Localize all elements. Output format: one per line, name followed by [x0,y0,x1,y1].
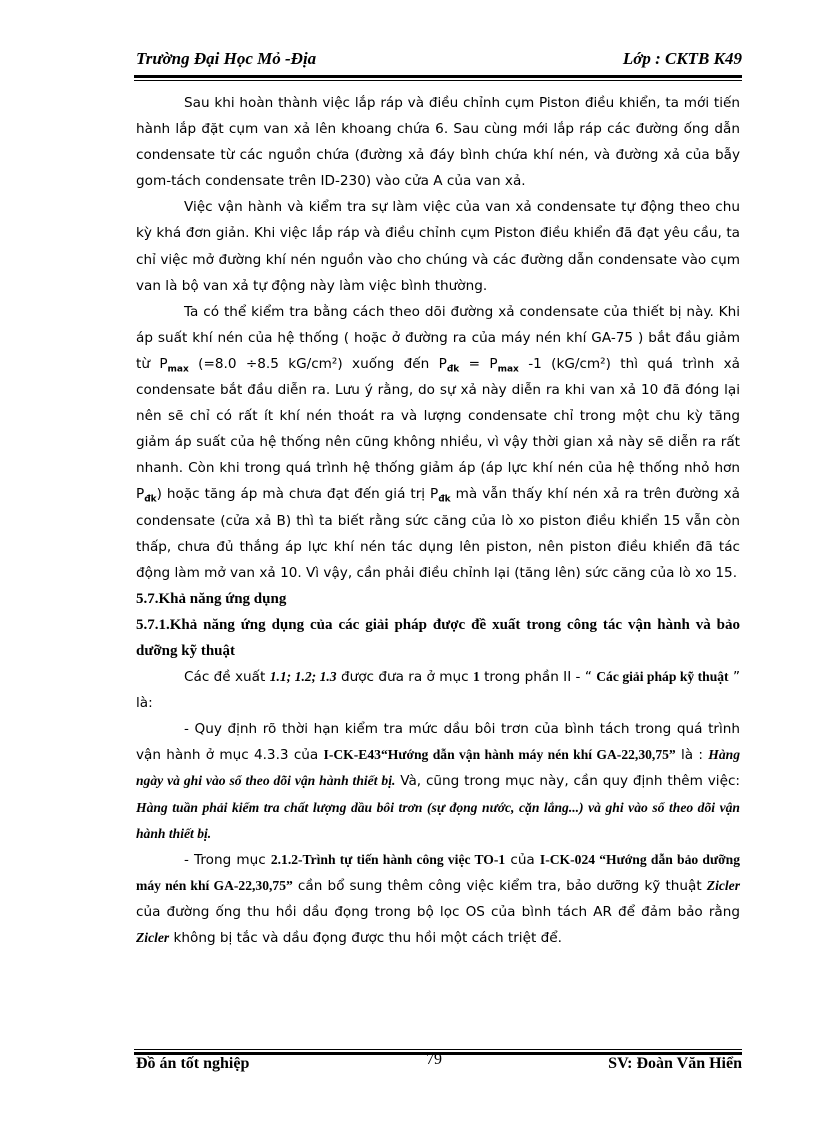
page-number: 79 [426,1051,442,1068]
page-header [136,49,742,75]
footer-student: SV: Đoàn Văn Hiển [608,1055,742,1072]
footer-title: Đồ án tốt nghiệp [136,1055,250,1072]
paragraph-5: - Quy định rõ thời hạn kiểm tra mức dầu bôi trơn của bình tách trong quá trình vận hành ở mục 4.3.3 của I-CK-E43“Hướng dẫn vận hành máy nén khí GA-22,30,75” là : Hàng ngày và ghi vào sổ theo dõi vận hành thiết bị. Và, cũng trong mục này, cần quy định thêm việc: Hàng tuần phải kiểm tra chất lượng dầu bôi trơn (sự đọng nước, cặn lắng...) và ghi vào sổ theo dõi vận hành thiết bị. [136,721,740,841]
header-school: Trường Đại Học Mỏ -Địa [136,49,317,68]
footer-rule-thin [134,1049,742,1050]
header-rule-thin [134,80,742,81]
section-heading-5-7: 5.7.Khả năng ứng dụng [136,590,287,607]
header-rule-thick [134,75,742,78]
paragraph-4: Các đề xuất 1.1; 1.2; 1.3 được đưa ra ở mục 1 trong phần II - “ Các giải pháp kỹ thuật ” là: [136,669,740,712]
paragraph-3: Ta có thể kiểm tra bằng cách theo dõi đường xả condensate của thiết bị này. Khi áp suất khí nén của hệ thống ( hoặc ở đường ra của máy nén khí GA-75 ) bắt đầu giảm từ $P_{max}$ (=8.0 ÷8.5 kG/cm²) xuống đến $P_{đk} = P_{max}$ -1 (kG/cm²) thì quá trình xả condensate bắt đầu diễn ra. Lưu ý rằng, do sự xả này diễn ra khi van xả 10 đã đóng lại nên sẽ chỉ có rất ít khí nén thoát ra và lượng condensate chỉ trong một chu kỳ tăng giảm áp suất của hệ thống nên cũng không nhiều, vì vậy thời gian xả này sẽ diễn ra rất nhanh. Còn khi trong quá trình hệ thống giảm áp (áp lực khí nén của hệ thống nhỏ hơn $P_{đk}$) hoặc tăng áp mà chưa đạt đến giá trị $P_{đk}$ mà vẫn thấy khí nén xả ra trên đường xả condensate (cửa xả B) thì ta biết rằng sức căng của lò xo piston điều khiển 15 vẫn còn thấp, chưa đủ thắng áp lực khí nén tác dụng lên piston, nên piston điều khiển đã tác động làm mở van xả 10. Vì vậy, cần phải điều chỉnh lại (tăng lên) sức căng của lò xo 15. [136,303,741,581]
document-body [136,90,740,951]
paragraph-6: - Trong mục 2.1.2-Trình tự tiến hành công việc TO-1 của I-CK-024 “Hướng dẫn bảo dưỡng máy nén khí GA-22,30,75” cần bổ sung thêm công việc kiểm tra, bảo dưỡng kỹ thuật Zicler của đường ống thu hồi dầu đọng trong bộ lọc OS của bình tách AR để đảm bảo rằng Zicler không bị tắc và dầu đọng được thu hồi một cách triệt để. [136,851,740,946]
section-heading-5-7-1: 5.7.1.Khả năng ứng dụng của các giải pháp được đề xuất trong công tác vận hành và bảo dưỡng kỹ thuật [136,616,740,659]
header-class: Lớp : CKTB K49 [622,49,742,68]
paragraph-2: Việc vận hành và kiểm tra sự làm việc của van xả condensate tự động theo chu kỳ khá đơn giản. Khi việc lắp ráp và điều chỉnh cụm Piston điều khiển đã đạt yêu cầu, ta chỉ việc mở đường khí nén nguồn vào cho chúng và các đường dẫn condensate vào cụm van là bộ van xả tự động này làm việc bình thường. [136,199,740,294]
paragraph-1: Sau khi hoàn thành việc lắp ráp và điều chỉnh cụm Piston điều khiển, ta mới tiến hành lắp đặt cụm van xả lên khoang chứa 6. Sau cùng mới lắp ráp các đường ống dẫn condensate từ các nguồn chứa (đường xả đáy bình chứa khí nén, và đường xả của bẫy gom-tách condensate trên ID-230) vào cửa A của van xả. [136,95,740,190]
page-footer [136,1051,742,1079]
